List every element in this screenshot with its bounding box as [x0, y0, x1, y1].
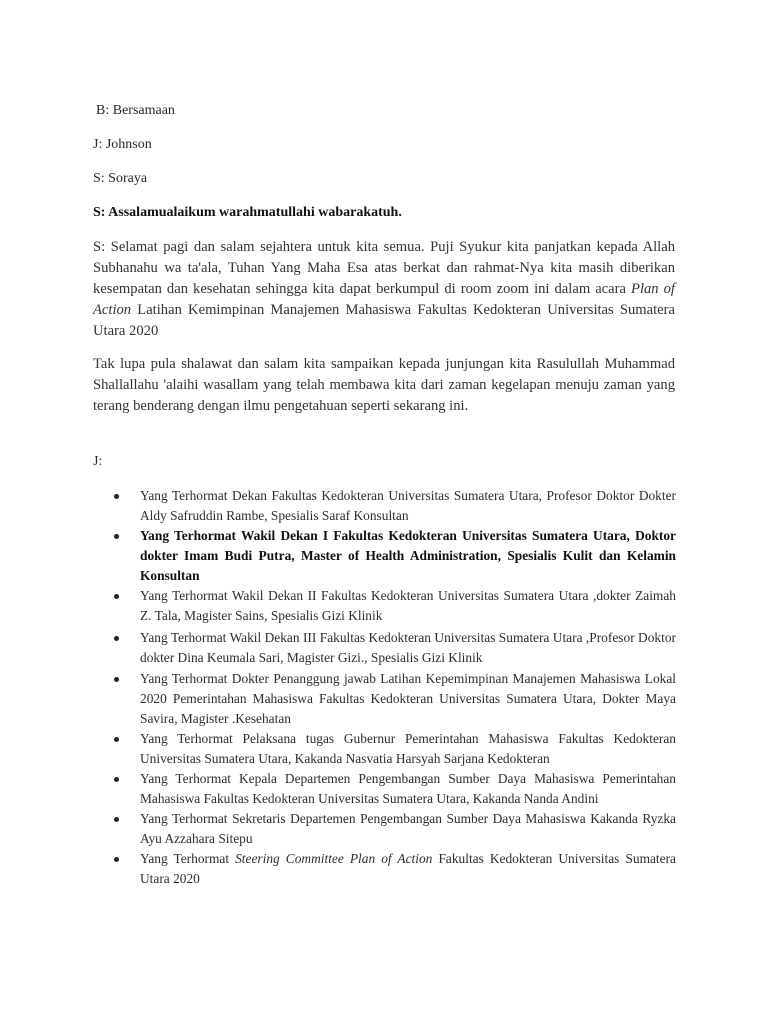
- opening-paragraph-text: S: Selamat pagi dan salam sejahtera untuk kita semua. Puji Syukur kita panjatkan kepada Allah Subhanahu wa ta'ala, Tuhan Yang Maha Esa atas berkat dan rahmat-Nya kita masih diberikan kesempatan dan kesehatan sehingga kita dapat berkumpul di room zoom ini dalam acara: [93, 239, 675, 297]
- list-item: [110, 526, 676, 586]
- bullet-dot-icon: [114, 677, 119, 682]
- list-item-text: Yang Terhormat Pelaksana tugas Gubernur Pemerintahan Mahasiswa Fakultas Kedokteran Universitas Sumatera Utara, Kakanda Nasvatia Harsyah Sarjana Kedokteran: [140, 731, 676, 766]
- list-item: [110, 586, 676, 626]
- list-item-text: Yang Terhormat Dekan Fakultas Kedokteran Universitas Sumatera Utara, Profesor Doktor Dokter Aldy Safruddin Rambe, Spesialis Saraf Konsultan: [140, 488, 676, 523]
- opening-paragraph-italic: Plan of Action: [93, 281, 675, 318]
- header-line-johnson: J: Johnson: [93, 137, 152, 152]
- list-item-text: Yang Terhormat Kepala Departemen Pengembangan Sumber Daya Mahasiswa Pemerintahan Mahasiswa Fakultas Kedokteran Universitas Sumatera Utara, Kakanda Nanda Andini: [140, 771, 676, 806]
- bullet-dot-icon: [114, 494, 119, 499]
- bullet-dot-icon: [114, 534, 119, 539]
- greeting-line: S: Assalamualaikum warahmatullahi wabarakatuh.: [93, 205, 402, 220]
- list-item-text: Yang Terhormat: [140, 851, 236, 866]
- salutation-list: [110, 486, 676, 889]
- bullet-dot-icon: [114, 737, 119, 742]
- bullet-dot-icon: [114, 857, 119, 862]
- list-item-text: Yang Terhormat Wakil Dekan III Fakultas Kedokteran Universitas Sumatera Utara ,Profesor Doktor dokter Dina Keumala Sari, Magister Gizi., Spesialis Gizi Klinik: [140, 630, 676, 665]
- opening-paragraph-tail: Latihan Kemimpinan Manajemen Mahasiswa Fakultas Kedokteran Universitas Sumatera Utara 2020: [93, 302, 675, 339]
- list-item: [110, 809, 676, 849]
- list-item-text: Yang Terhormat Sekretaris Departemen Pengembangan Sumber Daya Mahasiswa Kakanda Ryzka Ayu Azzahara Sitepu: [140, 811, 676, 846]
- shalawat-paragraph: Tak lupa pula shalawat dan salam kita sampaikan kepada junjungan kita Rasulullah Muhammad Shallallahu 'alaihi wasallam yang telah membawa kita dari zaman kegelapan menuju zaman yang terang benderang dengan ilmu pengetahuan seperti sekarang ini.: [93, 356, 675, 414]
- list-item: [110, 628, 676, 668]
- header-line-soraya: S: Soraya: [93, 171, 148, 186]
- list-item: [110, 769, 676, 809]
- list-item-text: Yang Terhormat Wakil Dekan I Fakultas Kedokteran Universitas Sumatera Utara, Doktor dokter Imam Budi Putra, Master of Health Administration, Spesialis Kulit dan Kelamin Konsultan: [140, 528, 676, 583]
- opening-paragraph: [93, 237, 675, 342]
- list-item: [110, 849, 676, 889]
- list-item-text: Yang Terhormat Dokter Penanggung jawab Latihan Kepemimpinan Manajemen Mahasiswa Lokal 2020 Pemerintahan Mahasiswa Fakultas Kedokteran Universitas Sumatera Utara, Dokter Maya Savira, Magister .Kesehatan: [140, 671, 676, 726]
- list-item-italic: Steering Committee Plan of Action: [235, 851, 433, 866]
- list-item: [110, 486, 676, 526]
- bullet-dot-icon: [114, 636, 119, 641]
- list-item-tail: Fakultas Kedokteran Universitas Sumatera Utara 2020: [140, 851, 676, 886]
- list-item-text: Yang Terhormat Wakil Dekan II Fakultas Kedokteran Universitas Sumatera Utara ,dokter Zaimah Z. Tala, Magister Sains, Spesialis Gizi Klinik: [140, 588, 676, 623]
- speaker-j-label: J:: [93, 454, 103, 469]
- bullet-dot-icon: [114, 594, 119, 599]
- bullet-dot-icon: [114, 817, 119, 822]
- list-item: [110, 669, 676, 729]
- header-line-bersamaan: B: Bersamaan: [96, 103, 175, 118]
- bullet-dot-icon: [114, 777, 119, 782]
- list-item: [110, 729, 676, 769]
